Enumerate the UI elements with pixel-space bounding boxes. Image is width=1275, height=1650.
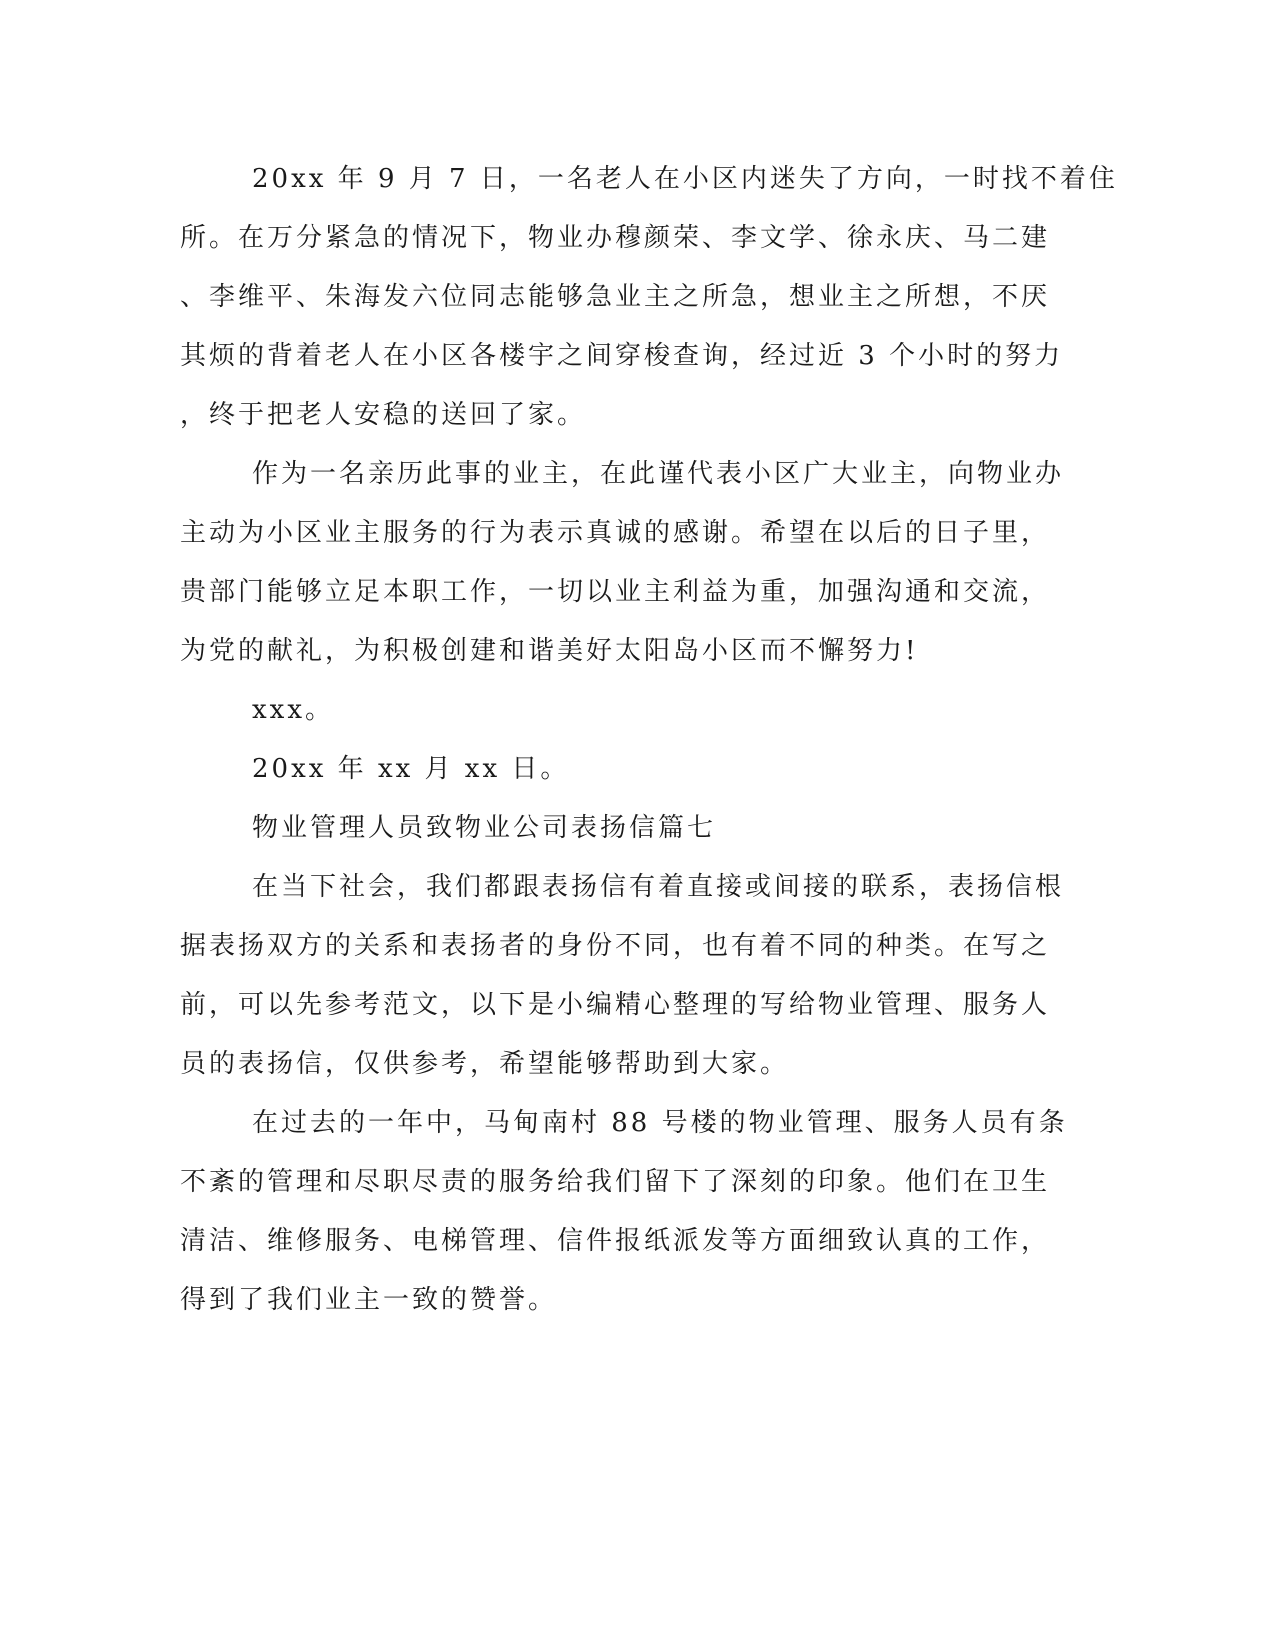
text-line: 在当下社会，我们都跟表扬信有着直接或间接的联系，表扬信根: [252, 872, 1065, 902]
text-line: 20xx 年 9 月 7 日，一名老人在小区内迷失了方向，一时找不着住: [252, 164, 1118, 194]
text-line: 清洁、维修服务、电梯管理、信件报纸派发等方面细致认真的工作，: [180, 1226, 1051, 1256]
section-heading: [180, 799, 1060, 858]
text-line: 前，可以先参考范文，以下是小编精心整理的写给物业管理、服务人: [180, 990, 1051, 1020]
text-line: 所。在万分紧急的情况下，物业办穆颜荣、李文学、徐永庆、马二建: [180, 223, 1051, 253]
text-line: 贵部门能够立足本职工作，一切以业主利益为重，加强沟通和交流，: [180, 577, 1051, 607]
text-line: 员的表扬信，仅供参考，希望能够帮助到大家。: [180, 1049, 790, 1079]
text-line: 、李维平、朱海发六位同志能够急业主之所急，想业主之所想，不厌: [180, 282, 1051, 312]
paragraph: [180, 150, 1118, 445]
paragraph: [180, 445, 1065, 681]
paragraph: [180, 858, 1065, 1094]
text-line: 20xx 年 xx 月 xx 日。: [252, 754, 570, 784]
text-line: 主动为小区业主服务的行为表示真诚的感谢。希望在以后的日子里，: [180, 518, 1051, 548]
text-line: 在过去的一年中，马甸南村 88 号楼的物业管理、服务人员有条: [252, 1108, 1068, 1138]
text-line: 作为一名亲历此事的业主，在此谨代表小区广大业主，向物业办: [252, 459, 1065, 489]
text-line: 其烦的背着老人在小区各楼宇之间穿梭查询，经过近 3 个小时的努力: [180, 341, 1064, 371]
text-line: xxx。: [252, 695, 334, 725]
text-line: 据表扬双方的关系和表扬者的身份不同，也有着不同的种类。在写之: [180, 931, 1051, 961]
text-line: 不紊的管理和尽职尽责的服务给我们留下了深刻的印象。他们在卫生: [180, 1167, 1051, 1197]
document-body: [180, 150, 1118, 1330]
paragraph: [180, 1094, 1068, 1330]
text-line: 物业管理人员致物业公司表扬信篇七: [252, 813, 717, 843]
signature-name: [180, 681, 1060, 740]
text-line: 得到了我们业主一致的赞誉。: [180, 1285, 558, 1315]
text-line: ，终于把老人安稳的送回了家。: [180, 400, 587, 430]
text-line: 为党的献礼，为积极创建和谐美好太阳岛小区而不懈努力!: [180, 636, 919, 666]
signature-date: [180, 740, 1060, 799]
